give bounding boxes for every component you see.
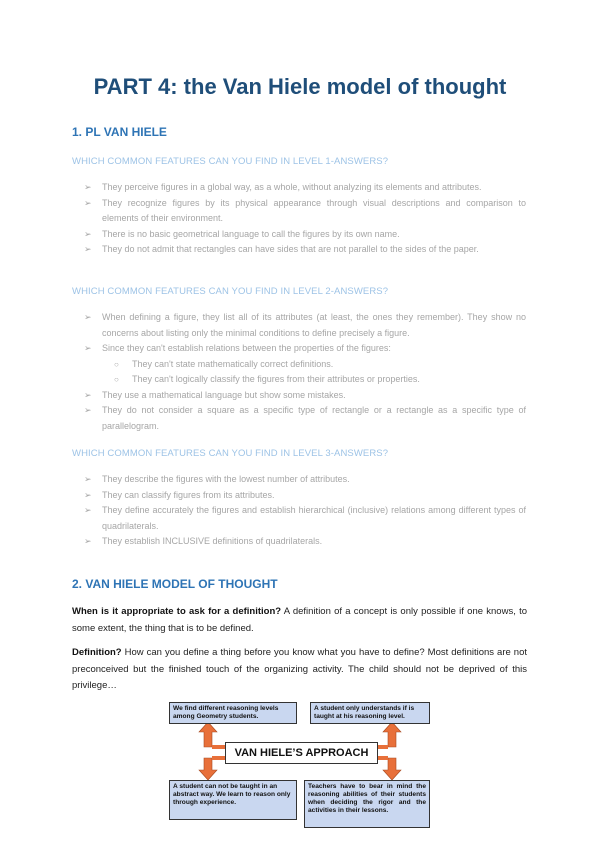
arrow-bullet-icon: ➢ — [84, 505, 92, 515]
page-title: PART 4: the Van Hiele model of thought — [93, 74, 507, 99]
arrow-bullet-icon: ➢ — [84, 343, 92, 353]
list-item: ➢ They do not consider a square as a specific type of rectangle or a rectangle as a specific type of parallelogram. — [84, 405, 526, 431]
arrow-bullet-icon: ➢ — [84, 197, 92, 208]
van-hiele-diagram — [167, 700, 432, 840]
diagram-box-top-right: A student only understands if is taught at his reasoning level. — [310, 702, 430, 724]
diagram-box-bottom-right: Teachers have to bear in mind the reasoning abilities of their students when deciding the rigor and the activities in their lessons. — [304, 780, 430, 828]
section-2-heading: 2. VAN HIELE MODEL OF THOUGHT — [72, 577, 278, 591]
list-item: ➢ They establish INCLUSIVE definitions of quadrilaterals. — [84, 534, 526, 550]
list-item: ➢ They define accurately the figures and establish hierarchical (inclusive) relations among different types of quadrilaterals. — [84, 505, 526, 531]
arrow-up-left-icon — [199, 722, 217, 747]
arrow-bullet-icon: ➢ — [84, 489, 92, 500]
paragraph-definition: Definition? How can you define a thing before you know what you have to define? Most definitions are not preconceived but the finished touch of the organizing activity. The child should not be deprived of this privilege… — [72, 647, 527, 691]
level-1-question: WHICH COMMON FEATURES CAN YOU FIND IN LEVEL 1-ANSWERS? — [72, 156, 389, 167]
arrow-bullet-icon: ➢ — [84, 182, 92, 192]
list-item: ➢ Since they can't establish relations between the properties of the figures: ○ They can't state mathematically correct definitions. ○ They can't logically classify the figures from their attributes or properties. — [84, 341, 526, 388]
arrow-down-right-icon — [383, 758, 401, 780]
section-1-heading: 1. PL VAN HIELE — [72, 125, 167, 139]
list-item: ➢ They perceive figures in a global way, as a whole, without analyzing its elements and attributes. — [84, 180, 526, 196]
level-2-answers — [84, 310, 526, 434]
paragraph-when-to-define: When is it appropriate to ask for a definition? A definition of a concept is only possible if one knows, to some extent, the thing that is to be defined. — [72, 606, 527, 634]
list-item: ○ They can't state mathematically correct definitions. — [102, 357, 526, 373]
arrow-bullet-icon: ➢ — [84, 474, 92, 484]
list-item: ➢ There is no basic geometrical language to call the figures by its own name. — [84, 227, 526, 243]
diagram-box-bottom-left: A student can not be taught in an abstract way. We learn to reason only through experience. — [169, 780, 297, 820]
arrow-bullet-icon: ➢ — [84, 389, 92, 400]
arrow-bullet-icon: ➢ — [84, 244, 92, 254]
list-item: ➢ They do not admit that rectangles can have sides that are not parallel to the sides of the paper. — [84, 242, 526, 258]
level-3-question: WHICH COMMON FEATURES CAN YOU FIND IN LEVEL 3-ANSWERS? — [72, 448, 389, 459]
list-item: ➢ They recognize figures by its physical appearance through visual descriptions and comparison to elements of their environment. — [84, 197, 526, 223]
list-item: ➢ They describe the figures with the lowest number of attributes. — [84, 472, 526, 488]
list-item: ➢ They use a mathematical language but show some mistakes. — [84, 388, 526, 404]
level-2-question: WHICH COMMON FEATURES CAN YOU FIND IN LEVEL 2-ANSWERS? — [72, 286, 389, 297]
level-1-answers — [84, 180, 526, 258]
arrow-bullet-icon: ➢ — [84, 536, 92, 546]
arrow-down-left-icon — [199, 758, 217, 780]
circle-bullet-icon: ○ — [114, 375, 119, 384]
arrow-up-right-icon — [383, 722, 401, 747]
diagram-box-top-left: We find different reasoning levels among Geometry students. — [169, 702, 297, 724]
arrow-bullet-icon: ➢ — [84, 405, 92, 415]
level-2-sublist — [102, 357, 526, 388]
diagram-center-title: VAN HIELE’S APPROACH — [225, 742, 378, 764]
arrow-bullet-icon: ➢ — [84, 228, 92, 239]
level-3-answers — [84, 472, 526, 550]
list-item: ○ They can't logically classify the figures from their attributes or properties. — [102, 372, 526, 388]
list-item: ➢ When defining a figure, they list all of its attributes (at least, the ones they remember). They show no concerns about listing only the minimal conditions to define precisely a figure. — [84, 312, 526, 338]
circle-bullet-icon: ○ — [114, 359, 119, 369]
arrow-bullet-icon: ➢ — [84, 312, 92, 322]
list-item: ➢ They can classify figures from its attributes. — [84, 488, 526, 504]
